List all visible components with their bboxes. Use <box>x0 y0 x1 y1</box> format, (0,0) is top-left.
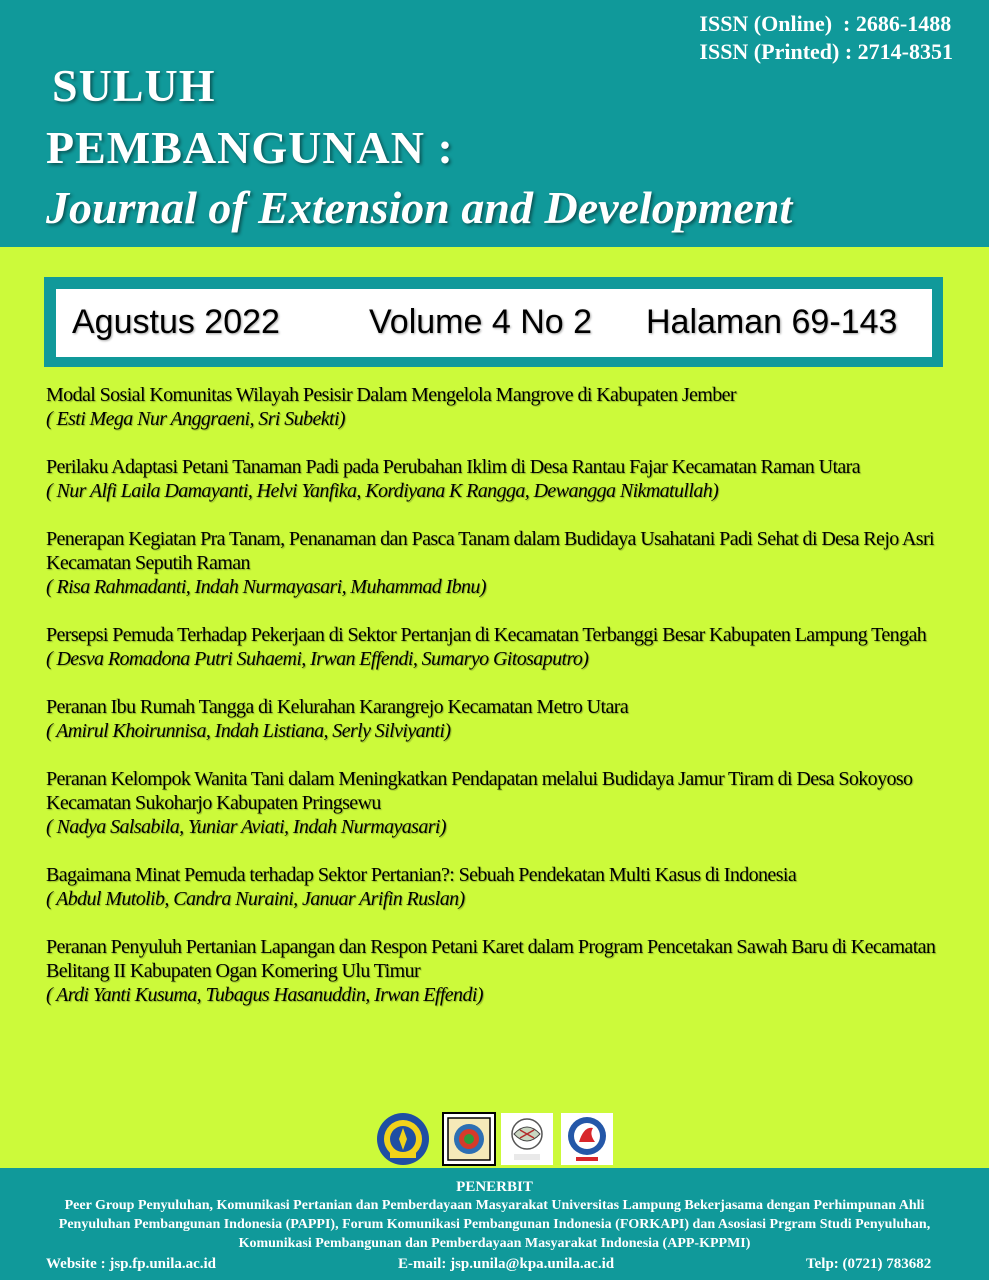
publisher-heading: PENERBIT <box>456 1179 533 1195</box>
issue-volume: Volume 4 No 2 <box>369 303 593 341</box>
article-authors: ( Risa Rahmadanti, Indah Nurmayasari, Muhammad Ibnu) <box>46 576 486 598</box>
publisher-footer <box>0 1168 989 1280</box>
article-title: Modal Sosial Komunitas Wilayah Pesisir Dalam Mengelola Mangrove di Kabupaten Jember <box>46 384 736 406</box>
article-item <box>46 863 976 911</box>
article-authors: ( Nadya Salsabila, Yuniar Aviati, Indah Nurmayasari) <box>46 816 446 838</box>
article-title: Peranan Kelompok Wanita Tani dalam Meningkatkan Pendapatan melalui Budidaya Jamur Tiram di Desa Sokoyoso Kecamatan Sukoharjo Kabupaten Pringsewu <box>46 768 913 814</box>
journal-subtitle: Journal of Extension and Development <box>46 182 793 233</box>
issue-info-box <box>56 289 932 357</box>
article-item <box>46 623 976 671</box>
article-authors: ( Nur Alfi Laila Damayanti, Helvi Yanfika, Kordiyana K Rangga, Dewangga Nikmatullah) <box>46 480 719 502</box>
article-item <box>46 935 976 1007</box>
article-title: Penerapan Kegiatan Pra Tanam, Penanaman dan Pasca Tanam dalam Budidaya Usahatani Padi Sehat di Desa Rejo Asri Kecamatan Seputih Raman <box>46 528 935 574</box>
article-item <box>46 527 976 599</box>
article-title: Persepsi Pemuda Terhadap Pekerjaan di Sektor Pertanjan di Kecamatan Terbanggi Besar Kabupaten Lampung Tengah <box>46 624 927 646</box>
article-title: Perilaku Adaptasi Petani Tanaman Padi pada Perubahan Iklim di Desa Rantau Fajar Kecamatan Raman Utara <box>46 456 861 478</box>
article-authors: ( Amirul Khoirunnisa, Indah Listiana, Serly Silviyanti) <box>46 720 451 742</box>
article-item <box>46 455 976 503</box>
publisher-description: Peer Group Penyuluhan, Komunikasi Pertanian dan Pemberdayaan Masyarakat Universitas Lampung Bekerjasama dengan Perhimpunan Ahli Penyuluhan Pembangunan Indonesia (PAPPI), Forum Komunikasi Pembangunan Indonesia (FORKAPI) dan Asosiasi Prgram Studi Penyuluhan, Komunikasi Pembangunan dan Pemberdayaan Masyarakat Indonesia (APP-KPPMI) <box>58 1198 931 1251</box>
article-title: Peranan Penyuluh Pertanian Lapangan dan Respon Petani Karet dalam Program Pencetakan Sawah Baru di Kecamatan Belitang II Kabupaten Ogan Komering Ulu Timur <box>46 936 936 982</box>
issn-online: ISSN (Online) : 2686-1488 <box>699 11 952 36</box>
university-logo-icon <box>376 1112 430 1166</box>
article-title: Peranan Ibu Rumah Tangga di Kelurahan Karangrejo Kecamatan Metro Utara <box>46 696 629 718</box>
email-link[interactable]: E-mail: jsp.unila@kpa.unila.ac.id <box>398 1256 615 1272</box>
phone-text: Telp: (0721) 783682 <box>806 1256 932 1272</box>
article-list <box>46 383 976 1031</box>
pappi-logo-icon <box>442 1112 496 1166</box>
website-link[interactable]: Website : jsp.fp.unila.ac.id <box>46 1256 217 1272</box>
issue-date: Agustus 2022 <box>72 303 280 341</box>
article-item <box>46 695 976 743</box>
article-authors: ( Esti Mega Nur Anggraeni, Sri Subekti) <box>46 408 345 430</box>
app-kppmi-logo-icon <box>560 1112 614 1166</box>
article-authors: ( Desva Romadona Putri Suhaemi, Irwan Effendi, Sumaryo Gitosaputro) <box>46 648 589 670</box>
journal-title-line2: PEMBANGUNAN : <box>46 122 454 173</box>
issn-printed: ISSN (Printed) : 2714-8351 <box>699 39 953 64</box>
forkapi-logo-icon <box>500 1112 554 1166</box>
issn-block <box>699 10 953 66</box>
article-item <box>46 767 976 839</box>
article-authors: ( Abdul Mutolib, Candra Nuraini, Januar Arifin Ruslan) <box>46 888 465 910</box>
publisher-logos <box>376 1112 616 1166</box>
issue-pages: Halaman 69-143 <box>646 303 898 341</box>
article-item <box>46 383 976 431</box>
cover-header <box>0 0 989 247</box>
article-authors: ( Ardi Yanti Kusuma, Tubagus Hasanuddin, Irwan Effendi) <box>46 984 483 1006</box>
article-title: Bagaimana Minat Pemuda terhadap Sektor Pertanian?: Sebuah Pendekatan Multi Kasus di Indonesia <box>46 864 797 886</box>
journal-title-line1: SULUH <box>52 60 216 111</box>
